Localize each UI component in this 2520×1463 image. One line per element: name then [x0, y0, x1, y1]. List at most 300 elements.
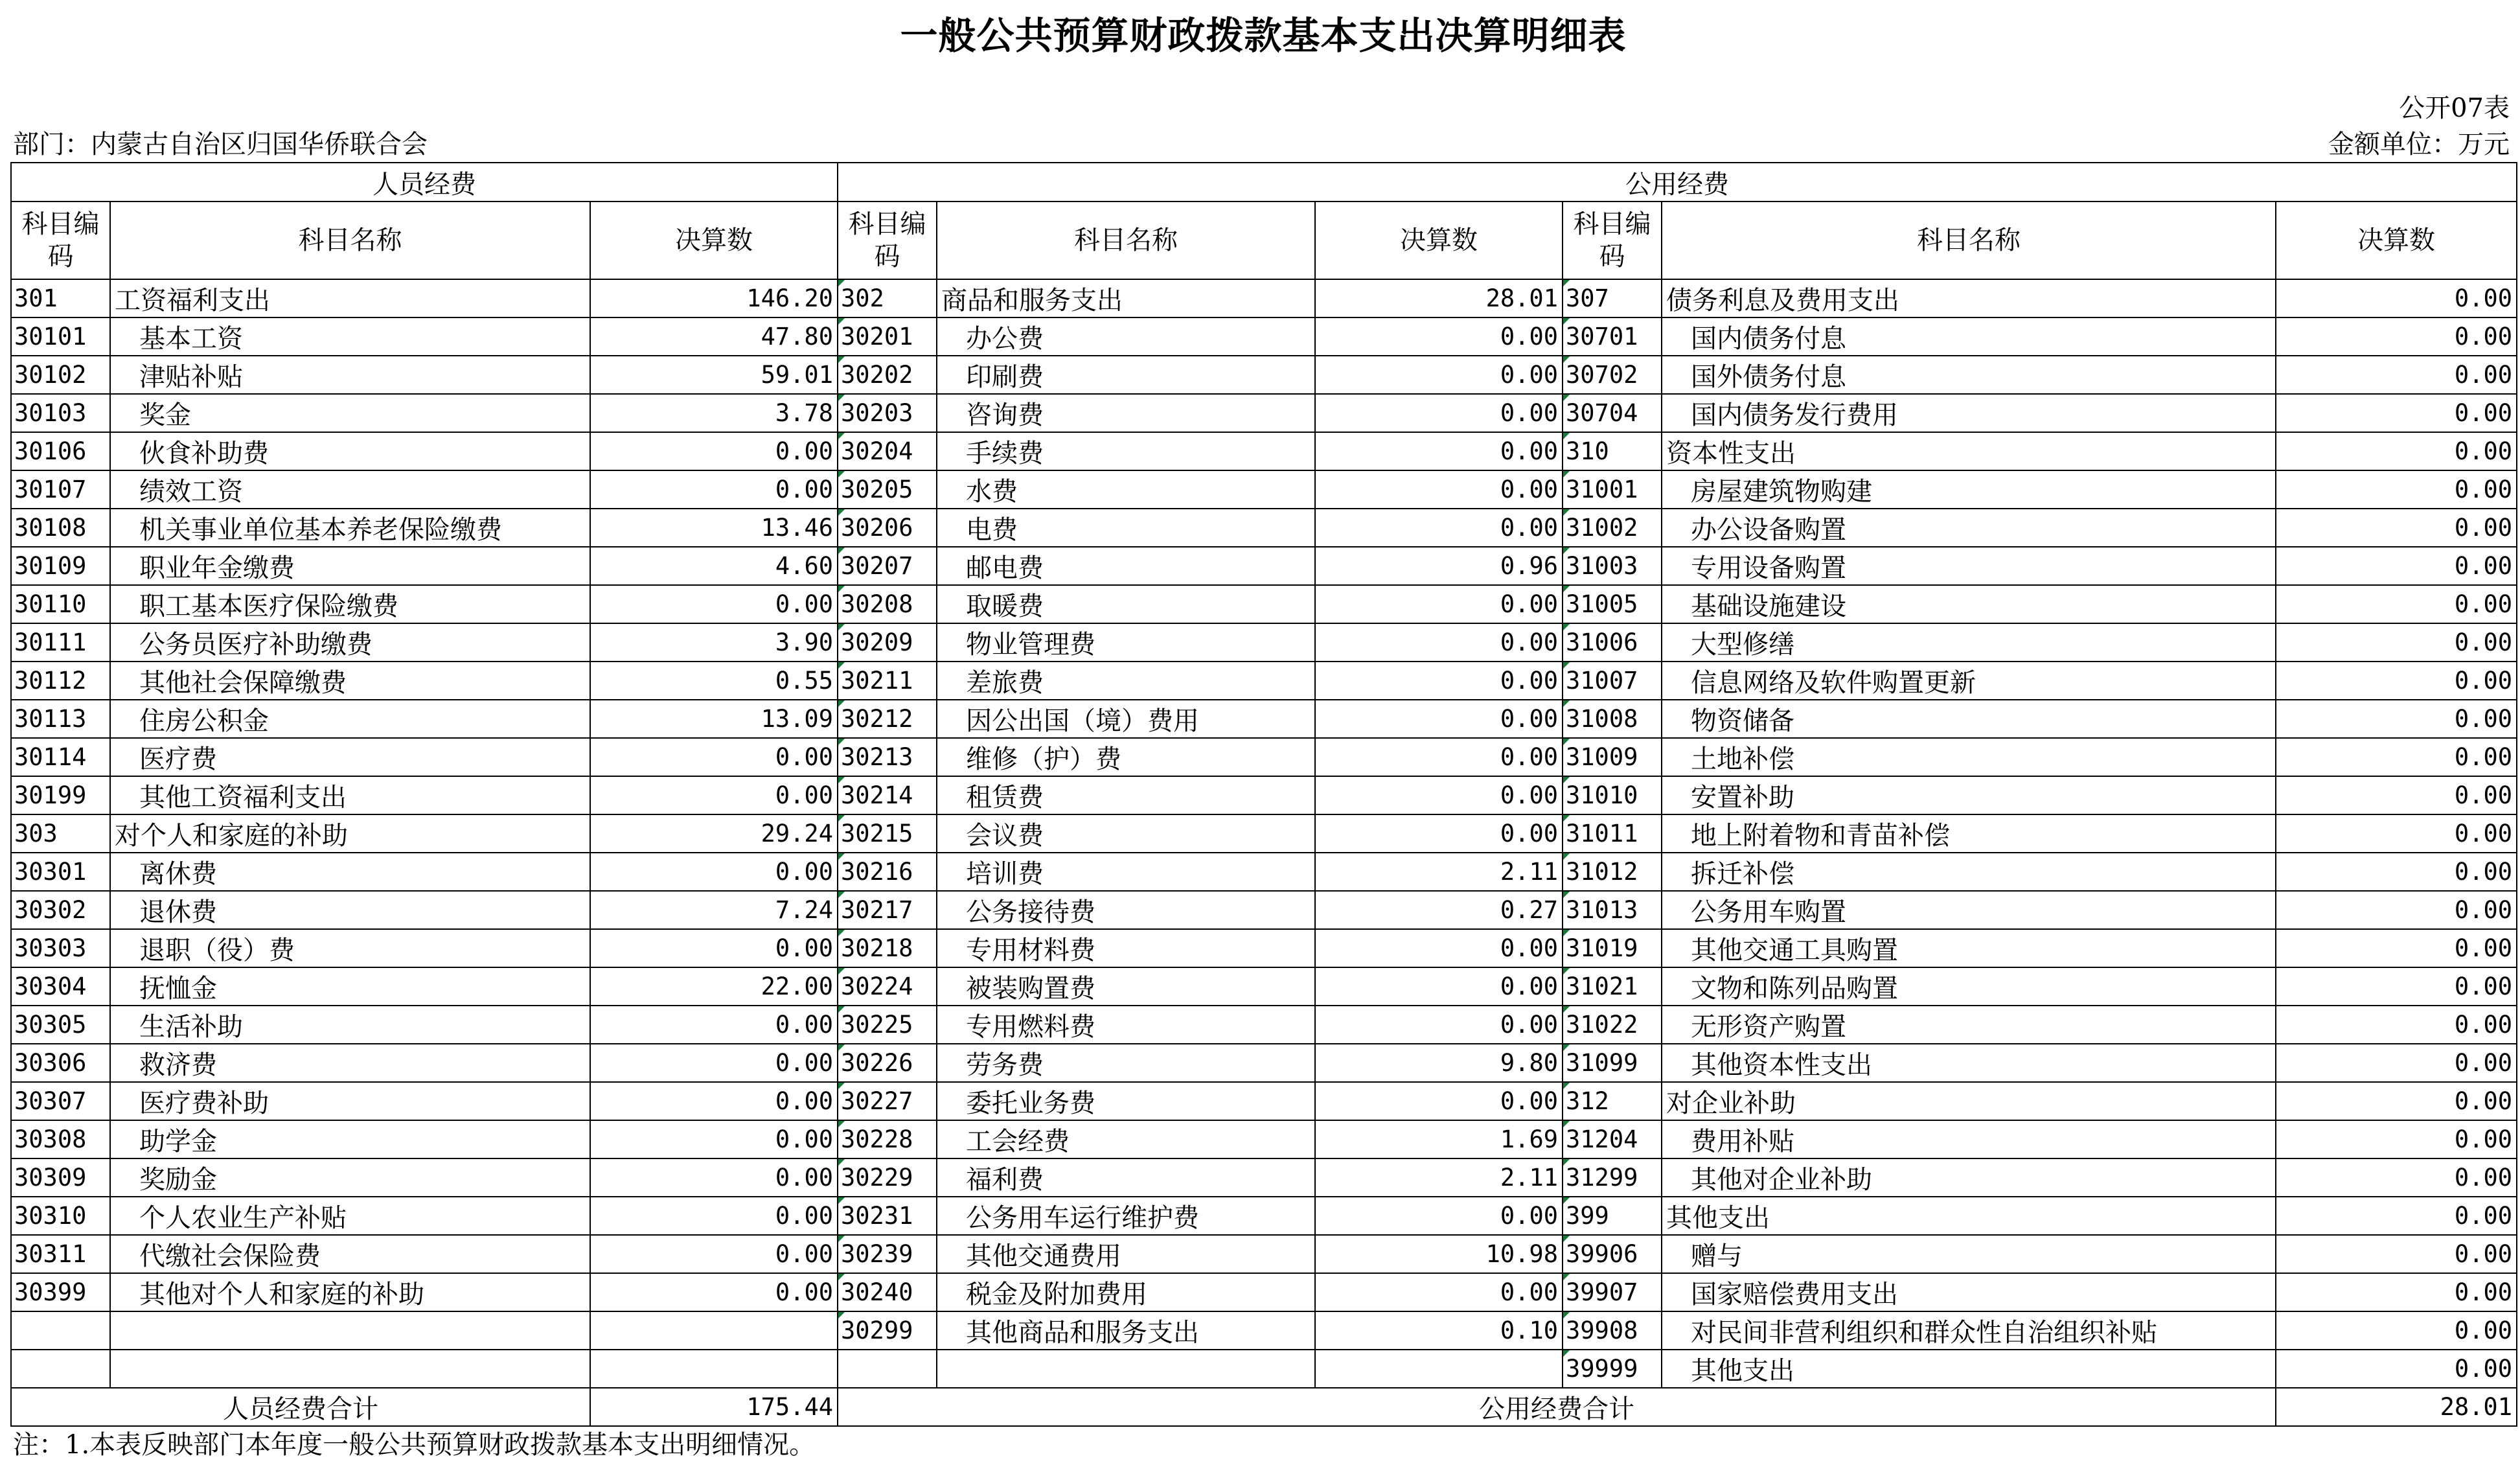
code-cell: 30399 — [11, 1273, 110, 1311]
name-cell: 取暖费 — [937, 585, 1315, 623]
amount-cell: 0.00 — [2276, 547, 2517, 585]
table-number-row — [10, 89, 2516, 126]
code-cell: 30309 — [11, 1158, 110, 1197]
code-cell: 39907 — [1563, 1273, 1662, 1311]
name-cell: 公务员医疗补助缴费 — [110, 623, 590, 662]
name-cell: 其他商品和服务支出 — [937, 1311, 1315, 1350]
amount-cell: 0.00 — [590, 470, 838, 509]
code-cell: 31008 — [1563, 700, 1662, 738]
code-cell: 301 — [11, 279, 110, 317]
code-cell: 30106 — [11, 432, 110, 470]
name-cell: 助学金 — [110, 1120, 590, 1158]
amount-cell: 0.00 — [1315, 623, 1563, 662]
code-cell: 30114 — [11, 738, 110, 776]
amount-cell: 0.00 — [2276, 1006, 2517, 1044]
code-cell: 30310 — [11, 1197, 110, 1235]
amount-cell: 13.09 — [590, 700, 838, 738]
name-cell: 机关事业单位基本养老保险缴费 — [110, 509, 590, 547]
amount-cell: 2.11 — [1315, 853, 1563, 891]
amount-cell: 0.55 — [590, 662, 838, 700]
name-cell: 专用设备购置 — [1662, 547, 2276, 585]
personnel-header: 人员经费 — [11, 163, 838, 202]
name-cell: 债务利息及费用支出 — [1662, 279, 2276, 317]
amount-cell: 0.00 — [2276, 394, 2517, 432]
code-cell: 30224 — [838, 967, 937, 1006]
code-header: 科目编码 — [11, 202, 110, 279]
name-cell: 国内债务付息 — [1662, 317, 2276, 356]
amount-cell: 0.00 — [1315, 929, 1563, 967]
table-row — [11, 432, 2517, 470]
code-cell: 31005 — [1563, 585, 1662, 623]
table-row — [11, 317, 2517, 356]
name-cell: 电费 — [937, 509, 1315, 547]
code-cell: 30101 — [11, 317, 110, 356]
table-row — [11, 853, 2517, 891]
amount-cell: 28.01 — [1315, 279, 1563, 317]
amount-cell: 1.69 — [1315, 1120, 1563, 1158]
table-row — [11, 1006, 2517, 1044]
name-cell: 伙食补助费 — [110, 432, 590, 470]
code-cell — [11, 1311, 110, 1350]
amount-cell: 0.00 — [1315, 394, 1563, 432]
code-cell: 303 — [11, 814, 110, 853]
amount-cell: 0.00 — [2276, 432, 2517, 470]
amount-cell: 2.11 — [1315, 1158, 1563, 1197]
code-cell: 31006 — [1563, 623, 1662, 662]
name-cell: 大型修缮 — [1662, 623, 2276, 662]
amount-cell: 0.00 — [2276, 356, 2517, 394]
code-header: 科目编码 — [1563, 202, 1662, 279]
code-cell: 30704 — [1563, 394, 1662, 432]
table-row — [11, 394, 2517, 432]
code-cell: 31021 — [1563, 967, 1662, 1006]
amount-cell: 7.24 — [590, 891, 838, 929]
code-cell: 31022 — [1563, 1006, 1662, 1044]
name-cell: 印刷费 — [937, 356, 1315, 394]
amount-header: 决算数 — [590, 202, 838, 279]
code-cell: 31009 — [1563, 738, 1662, 776]
amount-cell: 0.10 — [1315, 1311, 1563, 1350]
name-cell: 土地补偿 — [1662, 738, 2276, 776]
amount-cell: 29.24 — [590, 814, 838, 853]
amount-cell: 0.00 — [2276, 967, 2517, 1006]
name-cell: 个人农业生产补贴 — [110, 1197, 590, 1235]
code-cell: 30215 — [838, 814, 937, 853]
name-cell — [110, 1311, 590, 1350]
amount-cell — [590, 1311, 838, 1350]
table-row — [11, 700, 2517, 738]
code-cell: 30206 — [838, 509, 937, 547]
table-row — [11, 547, 2517, 585]
public-header: 公用经费 — [838, 163, 2517, 202]
name-cell: 无形资产购置 — [1662, 1006, 2276, 1044]
unit-label: 金额单位：万元 — [2328, 130, 2510, 159]
table-row — [11, 585, 2517, 623]
table-row — [11, 1082, 2517, 1120]
code-cell: 30701 — [1563, 317, 1662, 356]
table-row — [11, 470, 2517, 509]
amount-cell: 0.00 — [590, 1273, 838, 1311]
name-cell: 奖金 — [110, 394, 590, 432]
code-cell: 31003 — [1563, 547, 1662, 585]
name-cell: 国家赔偿费用支出 — [1662, 1273, 2276, 1311]
code-header: 科目编码 — [838, 202, 937, 279]
code-cell: 30207 — [838, 547, 937, 585]
name-cell: 抚恤金 — [110, 967, 590, 1006]
code-cell: 30306 — [11, 1044, 110, 1082]
amount-cell: 0.27 — [1315, 891, 1563, 929]
table-row — [11, 891, 2517, 929]
name-cell: 离休费 — [110, 853, 590, 891]
amount-cell: 0.96 — [1315, 547, 1563, 585]
amount-cell: 0.00 — [2276, 317, 2517, 356]
report-title: 一般公共预算财政拨款基本支出决算明细表 — [900, 14, 1627, 58]
code-cell: 30208 — [838, 585, 937, 623]
code-cell: 30303 — [11, 929, 110, 967]
code-cell: 30218 — [838, 929, 937, 967]
amount-cell: 0.00 — [590, 1082, 838, 1120]
code-cell: 30108 — [11, 509, 110, 547]
code-cell: 30240 — [838, 1273, 937, 1311]
amount-cell: 0.00 — [2276, 776, 2517, 814]
amount-cell: 0.00 — [590, 1120, 838, 1158]
code-cell: 30203 — [838, 394, 937, 432]
name-cell: 资本性支出 — [1662, 432, 2276, 470]
name-cell: 劳务费 — [937, 1044, 1315, 1082]
table-row — [11, 356, 2517, 394]
table-row — [11, 1235, 2517, 1273]
name-cell: 维修（护）费 — [937, 738, 1315, 776]
name-cell: 办公设备购置 — [1662, 509, 2276, 547]
name-cell: 基本工资 — [110, 317, 590, 356]
code-cell: 30102 — [11, 356, 110, 394]
code-cell: 30214 — [838, 776, 937, 814]
department-row — [10, 126, 2516, 162]
name-cell: 其他支出 — [1662, 1197, 2276, 1235]
code-cell: 30304 — [11, 967, 110, 1006]
name-cell: 职工基本医疗保险缴费 — [110, 585, 590, 623]
amount-cell: 0.00 — [2276, 814, 2517, 853]
amount-cell: 0.00 — [1315, 738, 1563, 776]
amount-header: 决算数 — [1315, 202, 1563, 279]
code-cell: 30308 — [11, 1120, 110, 1158]
table-row — [11, 967, 2517, 1006]
table-row — [11, 1044, 2517, 1082]
name-cell: 其他对企业补助 — [1662, 1158, 2276, 1197]
name-cell: 住房公积金 — [110, 700, 590, 738]
amount-cell: 0.00 — [2276, 853, 2517, 891]
code-cell: 39999 — [1563, 1350, 1662, 1388]
name-cell: 房屋建筑物购建 — [1662, 470, 2276, 509]
code-cell: 30110 — [11, 585, 110, 623]
name-cell: 委托业务费 — [937, 1082, 1315, 1120]
amount-cell: 0.00 — [2276, 279, 2517, 317]
code-cell: 31007 — [1563, 662, 1662, 700]
amount-cell: 0.00 — [1315, 967, 1563, 1006]
code-cell: 31010 — [1563, 776, 1662, 814]
code-cell: 30305 — [11, 1006, 110, 1044]
name-cell: 奖励金 — [110, 1158, 590, 1197]
code-cell: 312 — [1563, 1082, 1662, 1120]
amount-cell — [1315, 1350, 1563, 1388]
amount-cell: 0.00 — [2276, 1082, 2517, 1120]
code-cell — [11, 1350, 110, 1388]
amount-cell: 0.00 — [1315, 470, 1563, 509]
name-cell — [110, 1350, 590, 1388]
code-cell: 399 — [1563, 1197, 1662, 1235]
name-cell: 地上附着物和青苗补偿 — [1662, 814, 2276, 853]
code-cell: 30199 — [11, 776, 110, 814]
code-cell: 310 — [1563, 432, 1662, 470]
code-cell: 30213 — [838, 738, 937, 776]
name-cell: 商品和服务支出 — [937, 279, 1315, 317]
amount-cell: 0.00 — [590, 776, 838, 814]
code-cell: 30302 — [11, 891, 110, 929]
spacer-row — [10, 71, 2516, 89]
footnote: 注：1.本表反映部门本年度一般公共预算财政拨款基本支出明细情况。 — [13, 1430, 816, 1460]
code-cell: 30702 — [1563, 356, 1662, 394]
amount-cell: 0.00 — [1315, 509, 1563, 547]
code-cell: 31299 — [1563, 1158, 1662, 1197]
table-row — [11, 1158, 2517, 1197]
amount-cell: 22.00 — [590, 967, 838, 1006]
amount-cell: 0.00 — [590, 1006, 838, 1044]
amount-cell: 0.00 — [590, 1235, 838, 1273]
code-cell: 302 — [838, 279, 937, 317]
table-row — [11, 776, 2517, 814]
name-header: 科目名称 — [110, 202, 590, 279]
name-cell: 物业管理费 — [937, 623, 1315, 662]
code-cell: 30229 — [838, 1158, 937, 1197]
amount-cell: 0.00 — [2276, 929, 2517, 967]
name-cell: 医疗费 — [110, 738, 590, 776]
name-cell: 其他交通费用 — [937, 1235, 1315, 1273]
name-cell: 工会经费 — [937, 1120, 1315, 1158]
name-cell: 公务用车购置 — [1662, 891, 2276, 929]
name-cell: 办公费 — [937, 317, 1315, 356]
name-cell: 生活补助 — [110, 1006, 590, 1044]
name-cell: 公务接待费 — [937, 891, 1315, 929]
amount-cell: 146.20 — [590, 279, 838, 317]
name-cell: 退休费 — [110, 891, 590, 929]
amount-cell: 0.00 — [2276, 1197, 2517, 1235]
amount-cell: 0.00 — [1315, 432, 1563, 470]
name-cell: 安置补助 — [1662, 776, 2276, 814]
amount-header: 决算数 — [2276, 202, 2517, 279]
name-header: 科目名称 — [937, 202, 1315, 279]
code-cell: 30204 — [838, 432, 937, 470]
amount-cell: 0.00 — [2276, 1158, 2517, 1197]
name-cell: 福利费 — [937, 1158, 1315, 1197]
amount-cell: 0.00 — [2276, 1044, 2517, 1082]
amount-cell: 0.00 — [590, 738, 838, 776]
amount-cell: 0.00 — [2276, 662, 2517, 700]
name-cell: 对企业补助 — [1662, 1082, 2276, 1120]
amount-cell: 0.00 — [1315, 1273, 1563, 1311]
name-cell: 咨询费 — [937, 394, 1315, 432]
column-header-row — [11, 202, 2517, 279]
name-cell: 退职（役）费 — [110, 929, 590, 967]
amount-cell: 0.00 — [2276, 1235, 2517, 1273]
name-cell: 绩效工资 — [110, 470, 590, 509]
code-cell: 30209 — [838, 623, 937, 662]
amount-cell: 10.98 — [1315, 1235, 1563, 1273]
name-cell: 拆迁补偿 — [1662, 853, 2276, 891]
name-cell: 基础设施建设 — [1662, 585, 2276, 623]
code-cell: 30103 — [11, 394, 110, 432]
amount-cell: 0.00 — [1315, 814, 1563, 853]
amount-cell: 0.00 — [2276, 623, 2517, 662]
code-cell: 31019 — [1563, 929, 1662, 967]
code-cell: 30201 — [838, 317, 937, 356]
code-cell — [838, 1350, 937, 1388]
code-cell: 30202 — [838, 356, 937, 394]
code-cell: 31001 — [1563, 470, 1662, 509]
code-cell: 30227 — [838, 1082, 937, 1120]
name-cell — [937, 1350, 1315, 1388]
amount-cell: 0.00 — [2276, 470, 2517, 509]
expenditure-table — [10, 162, 2517, 1427]
amount-cell: 3.90 — [590, 623, 838, 662]
name-cell: 医疗费补助 — [110, 1082, 590, 1120]
amount-cell: 13.46 — [590, 509, 838, 547]
name-header: 科目名称 — [1662, 202, 2276, 279]
amount-cell: 0.00 — [1315, 317, 1563, 356]
amount-cell: 0.00 — [590, 432, 838, 470]
table-number: 公开07表 — [2399, 93, 2510, 123]
amount-cell: 0.00 — [1315, 1197, 1563, 1235]
table-row — [11, 623, 2517, 662]
name-cell: 国内债务发行费用 — [1662, 394, 2276, 432]
amount-cell: 0.00 — [1315, 585, 1563, 623]
name-cell: 差旅费 — [937, 662, 1315, 700]
code-cell: 30109 — [11, 547, 110, 585]
amount-cell: 0.00 — [1315, 356, 1563, 394]
code-cell: 39908 — [1563, 1311, 1662, 1350]
code-cell: 30301 — [11, 853, 110, 891]
name-cell: 对个人和家庭的补助 — [110, 814, 590, 853]
name-cell: 对民间非营利组织和群众性自治组织补贴 — [1662, 1311, 2276, 1350]
name-cell: 其他交通工具购置 — [1662, 929, 2276, 967]
name-cell: 专用燃料费 — [937, 1006, 1315, 1044]
code-cell: 30113 — [11, 700, 110, 738]
amount-cell: 0.00 — [590, 1197, 838, 1235]
table-row — [11, 1350, 2517, 1388]
group-header-row — [11, 163, 2517, 202]
name-cell: 被装购置费 — [937, 967, 1315, 1006]
amount-cell: 3.78 — [590, 394, 838, 432]
code-cell: 30239 — [838, 1235, 937, 1273]
amount-cell: 0.00 — [590, 1158, 838, 1197]
code-cell: 31099 — [1563, 1044, 1662, 1082]
totals-row — [11, 1388, 2517, 1426]
name-cell: 租赁费 — [937, 776, 1315, 814]
amount-cell: 0.00 — [590, 853, 838, 891]
name-cell: 因公出国（境）费用 — [937, 700, 1315, 738]
amount-cell: 0.00 — [2276, 585, 2517, 623]
table-row — [11, 662, 2517, 700]
amount-cell: 59.01 — [590, 356, 838, 394]
name-cell: 水费 — [937, 470, 1315, 509]
table-row — [11, 929, 2517, 967]
amount-cell: 0.00 — [2276, 1350, 2517, 1388]
table-row — [11, 1197, 2517, 1235]
table-row — [11, 509, 2517, 547]
code-cell: 30216 — [838, 853, 937, 891]
personnel-total-value: 175.44 — [590, 1388, 838, 1426]
table-row — [11, 1273, 2517, 1311]
code-cell: 31011 — [1563, 814, 1662, 853]
amount-cell: 0.00 — [2276, 700, 2517, 738]
code-cell: 30107 — [11, 470, 110, 509]
code-cell: 31013 — [1563, 891, 1662, 929]
code-cell: 39906 — [1563, 1235, 1662, 1273]
code-cell: 30307 — [11, 1082, 110, 1120]
name-cell: 费用补贴 — [1662, 1120, 2276, 1158]
code-cell: 30111 — [11, 623, 110, 662]
amount-cell: 0.00 — [1315, 776, 1563, 814]
name-cell: 国外债务付息 — [1662, 356, 2276, 394]
code-cell: 31012 — [1563, 853, 1662, 891]
code-cell: 30228 — [838, 1120, 937, 1158]
table-row — [11, 738, 2517, 776]
name-cell: 津贴补贴 — [110, 356, 590, 394]
name-cell: 其他资本性支出 — [1662, 1044, 2276, 1082]
code-cell: 31002 — [1563, 509, 1662, 547]
amount-cell: 0.00 — [2276, 738, 2517, 776]
amount-cell: 4.60 — [590, 547, 838, 585]
code-cell: 307 — [1563, 279, 1662, 317]
table-row — [11, 279, 2517, 317]
name-cell: 其他工资福利支出 — [110, 776, 590, 814]
amount-cell: 0.00 — [2276, 1311, 2517, 1350]
code-cell: 30112 — [11, 662, 110, 700]
table-row — [11, 1311, 2517, 1350]
name-cell: 救济费 — [110, 1044, 590, 1082]
name-cell: 税金及附加费用 — [937, 1273, 1315, 1311]
code-cell: 30311 — [11, 1235, 110, 1273]
name-cell: 其他社会保障缴费 — [110, 662, 590, 700]
amount-cell: 0.00 — [1315, 1006, 1563, 1044]
name-cell: 信息网络及软件购置更新 — [1662, 662, 2276, 700]
code-cell: 30231 — [838, 1197, 937, 1235]
amount-cell: 0.00 — [1315, 700, 1563, 738]
code-cell: 30299 — [838, 1311, 937, 1350]
name-cell: 代缴社会保险费 — [110, 1235, 590, 1273]
amount-cell: 47.80 — [590, 317, 838, 356]
report-sheet — [10, 0, 2516, 1463]
amount-cell: 0.00 — [2276, 891, 2517, 929]
public-total-value: 28.01 — [2276, 1388, 2517, 1426]
amount-cell: 0.00 — [590, 1044, 838, 1082]
code-cell: 30205 — [838, 470, 937, 509]
name-cell: 文物和陈列品购置 — [1662, 967, 2276, 1006]
name-cell: 赠与 — [1662, 1235, 2276, 1273]
public-total-label: 公用经费合计 — [838, 1388, 2276, 1426]
code-cell: 31204 — [1563, 1120, 1662, 1158]
name-cell: 物资储备 — [1662, 700, 2276, 738]
name-cell: 专用材料费 — [937, 929, 1315, 967]
code-cell: 30217 — [838, 891, 937, 929]
name-cell: 培训费 — [937, 853, 1315, 891]
amount-cell: 0.00 — [590, 929, 838, 967]
code-cell: 30211 — [838, 662, 937, 700]
amount-cell: 9.80 — [1315, 1044, 1563, 1082]
department-label: 部门：内蒙古自治区归国华侨联合会 — [13, 130, 428, 159]
amount-cell: 0.00 — [1315, 1082, 1563, 1120]
table-row — [11, 814, 2517, 853]
name-cell: 公务用车运行维护费 — [937, 1197, 1315, 1235]
